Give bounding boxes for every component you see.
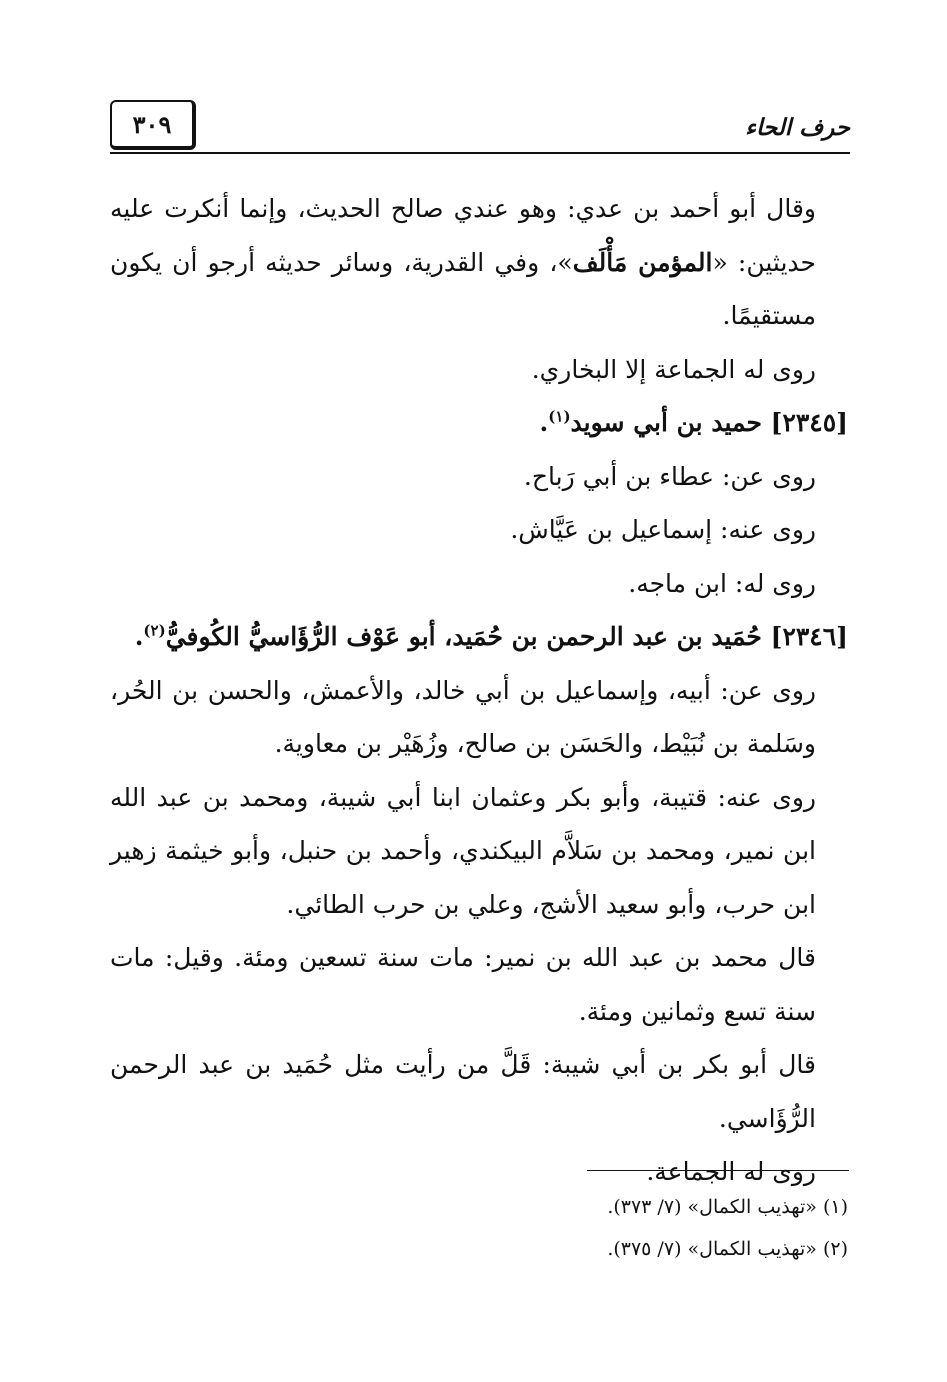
main-text — [110, 182, 848, 1199]
text-span: »، وفي القدرية، وسائر حديثه أرجو أن يكون مستقيمًا. — [110, 247, 816, 330]
paragraph-narrated-from: روى عن: أبيه، وإسماعيل بن أبي خالد، والأعمش، والحسن بن الحُر، وسَلمة بن نُبَيْط، والحَسَن بن صالح، وزُهَيْر بن معاوية. — [110, 675, 816, 758]
paragraph-narrated-from: روى عن: عطاء بن أبي رَباح. — [523, 461, 816, 491]
paragraph-ibn-adi — [110, 182, 848, 343]
paragraph-narrated-by: روى عنه: قتيبة، وأبو بكر وعثمان ابنا أبي شيبة، ومحمد بن عبد الله ابن نمير، ومحمد بن سَلاَّم البيكندي، وأحمد بن حنبل، وأبو خيثمة زهير ابن حرب، وأبو سعيد الأشج، وعلي بن حرب الطائي. — [110, 782, 816, 919]
footnote-2: (٢) «تهذيب الكمال» (٧/ ٣٧٥). — [607, 1238, 848, 1260]
entry-heading-2345: [٢٣٤٥] حميد بن أبي سويد$^{(١)}$. — [539, 407, 848, 437]
paragraph-narrated-for: روى له: ابن ماجه. — [628, 568, 816, 598]
paragraph-death-year: قال محمد بن عبد الله بن نمير: مات سنة تسعين ومئة. وقيل: مات سنة تسع وثمانين ومئة. — [110, 943, 816, 1026]
footnotes — [110, 1186, 848, 1270]
footnote-1: (١) «تهذيب الكمال» (٧/ ٣٧٣). — [607, 1196, 848, 1218]
chapter-title: حرف الحاء — [745, 114, 850, 141]
paragraph-narrated: روى له الجماعة. — [646, 1157, 816, 1186]
paragraph-narrated-by: روى عنه: إسماعيل بن عَيَّاش. — [510, 515, 816, 544]
bold-quote: المؤمن مَأْلَف — [572, 247, 713, 277]
page-number: ٣٠٩ — [110, 100, 196, 150]
paragraph-narrated: روى له الجماعة إلا البخاري. — [531, 354, 816, 384]
footnote-ref: (٢) — [143, 621, 166, 640]
text-span: وقال أبو أحمد بن عدي: وهو عندي صالح الحديث، وإنما أنكرت عليه حديثين: « — [110, 194, 816, 277]
entry-heading-2346: [٢٣٤٦] حُمَيد بن عبد الرحمن بن حُمَيد، أبو عَوْف الرُّؤَاسيُّ الكُوفيُّ$^{(٢)}$. — [134, 621, 848, 651]
entry-title: [٢٣٤٥] حميد بن أبي سويد — [570, 408, 848, 437]
header-rule — [110, 152, 850, 154]
entry-title: [٢٣٤٦] حُمَيد بن عبد الرحمن بن حُمَيد، أبو عَوْف الرُّؤَاسيُّ الكُوفيُّ — [165, 622, 848, 651]
footnote-rule — [587, 1170, 849, 1171]
paragraph-praise: قال أبو بكر بن أبي شيبة: قَلَّ من رأيت مثل حُمَيد بن عبد الرحمن الرُّؤَاسي. — [110, 1050, 816, 1133]
footnote-ref: (١) — [548, 407, 571, 426]
page-header — [110, 92, 850, 156]
